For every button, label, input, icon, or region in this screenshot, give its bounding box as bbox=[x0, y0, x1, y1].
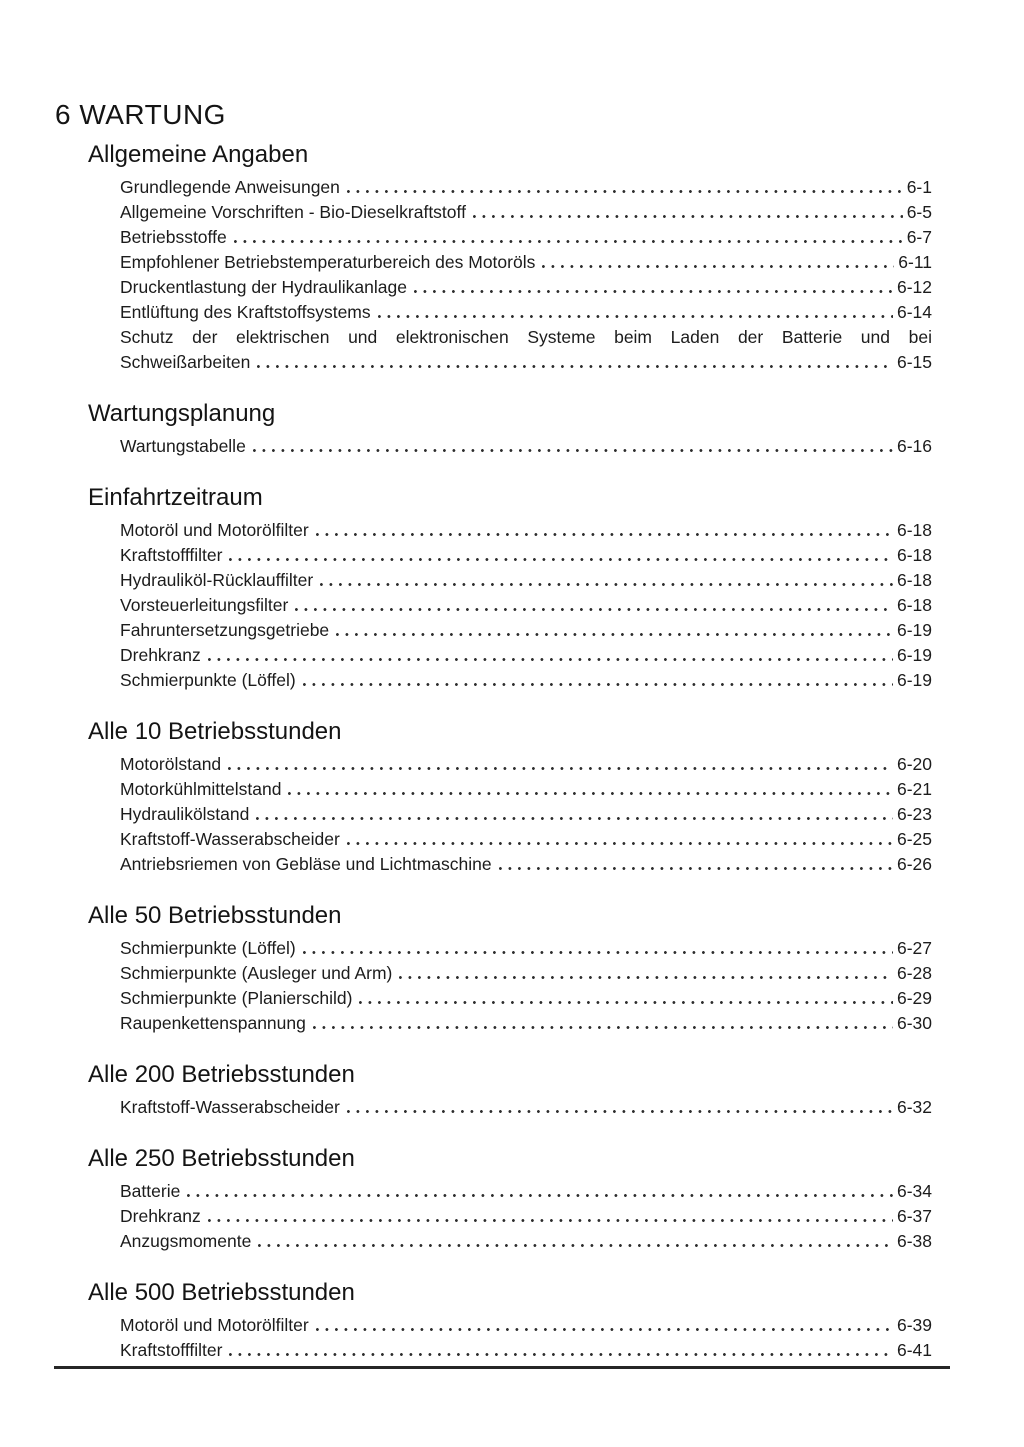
dot-leader bbox=[229, 1353, 893, 1356]
toc-entry bbox=[120, 1179, 932, 1204]
toc-entry-label: Batterie bbox=[120, 1181, 181, 1201]
dot-leader bbox=[187, 1194, 893, 1197]
toc-entry bbox=[120, 518, 932, 543]
toc-entry-label: Drehkranz bbox=[120, 1206, 201, 1226]
dot-leader bbox=[359, 1001, 893, 1004]
toc-entry-page: 6-21 bbox=[896, 779, 932, 799]
toc-entry-page: 6-18 bbox=[896, 570, 932, 590]
chapter-title: 6 WARTUNG bbox=[55, 99, 226, 130]
toc-entry-label: Motoröl und Motorölfilter bbox=[120, 1315, 309, 1335]
toc-entry-label: Drehkranz bbox=[120, 645, 201, 665]
toc-entry bbox=[120, 827, 932, 852]
toc-section-allgemeine-angaben bbox=[0, 140, 1024, 375]
toc-entry-label: Kraftstofffilter bbox=[120, 1340, 223, 1360]
toc-entry bbox=[120, 986, 932, 1011]
dot-leader bbox=[229, 558, 893, 561]
toc-entry-page: 6-30 bbox=[896, 1013, 932, 1033]
dot-leader bbox=[313, 1026, 893, 1029]
toc-entry bbox=[120, 802, 932, 827]
toc-entry-page: 6-19 bbox=[896, 645, 932, 665]
section-heading: Alle 500 Betriebsstunden bbox=[88, 1279, 355, 1306]
dot-leader bbox=[316, 533, 893, 536]
toc-entry bbox=[120, 1229, 932, 1254]
toc-entry-label: Betriebsstoffe bbox=[120, 227, 227, 247]
section-heading: Allgemeine Angaben bbox=[88, 141, 309, 168]
toc-entry-page: 6-26 bbox=[896, 854, 932, 874]
toc-entry-page: 6-11 bbox=[898, 252, 932, 272]
dot-leader bbox=[316, 1328, 893, 1331]
toc-entry-page: 6-19 bbox=[896, 670, 932, 690]
toc-entry-page: 6-7 bbox=[906, 227, 932, 247]
footer-rule bbox=[54, 1366, 950, 1369]
toc-entry-label: Empfohlener Betriebstemperaturbereich des Motoröls bbox=[120, 252, 536, 272]
dot-leader bbox=[336, 633, 893, 636]
toc-entry-label: Motorkühlmittelstand bbox=[120, 779, 282, 799]
toc-entry-page: 6-18 bbox=[896, 520, 932, 540]
toc-section-alle-10-betriebsstunden bbox=[0, 717, 1024, 877]
toc-entry-label: Kraftstoff-Wasserabscheider bbox=[120, 829, 340, 849]
dot-leader bbox=[347, 842, 893, 845]
dot-leader bbox=[347, 190, 903, 193]
dot-leader bbox=[347, 1110, 893, 1113]
toc-entry bbox=[120, 777, 932, 802]
toc-entry bbox=[120, 1338, 932, 1363]
toc-entry bbox=[120, 1011, 932, 1036]
toc-entries bbox=[120, 175, 932, 325]
toc-entry-label: Allgemeine Vorschriften - Bio-Dieselkraftstoff bbox=[120, 202, 466, 222]
toc-entry-page: 6-14 bbox=[896, 302, 932, 322]
section-heading: Alle 10 Betriebsstunden bbox=[88, 718, 342, 745]
toc-section-alle-200-betriebsstunden bbox=[0, 1060, 1024, 1120]
toc-entry-label: Entlüftung des Kraftstoffsystems bbox=[120, 302, 371, 322]
toc-entries bbox=[120, 752, 932, 877]
section-heading: Einfahrtzeitraum bbox=[88, 484, 263, 511]
dot-leader bbox=[228, 767, 893, 770]
toc-entry-page: 6-38 bbox=[896, 1231, 932, 1251]
dot-leader bbox=[258, 1244, 893, 1247]
toc-entry-label: Grundlegende Anweisungen bbox=[120, 177, 340, 197]
toc-entries bbox=[120, 518, 932, 693]
toc-entry bbox=[120, 225, 932, 250]
dot-leader bbox=[303, 951, 893, 954]
toc-section-alle-50-betriebsstunden bbox=[0, 901, 1024, 1036]
dot-leader bbox=[295, 608, 893, 611]
toc-entry-page: 6-37 bbox=[896, 1206, 932, 1226]
toc-entry-page: 6-5 bbox=[906, 202, 932, 222]
toc-entries bbox=[120, 350, 932, 375]
toc-entry-page: 6-41 bbox=[896, 1340, 932, 1360]
toc-entry bbox=[120, 668, 932, 693]
dot-leader bbox=[234, 240, 903, 243]
dot-leader bbox=[542, 265, 894, 268]
toc-entry bbox=[120, 350, 932, 375]
toc-entry bbox=[120, 200, 932, 225]
toc-entry bbox=[120, 250, 932, 275]
toc-entry-label: Fahruntersetzungsgetriebe bbox=[120, 620, 330, 640]
toc-entry-label: Schmierpunkte (Ausleger und Arm) bbox=[120, 963, 393, 983]
toc-entry bbox=[120, 1313, 932, 1338]
toc-entry bbox=[120, 543, 932, 568]
toc-entry bbox=[120, 300, 932, 325]
toc-entry bbox=[120, 752, 932, 777]
toc-entry-page: 6-32 bbox=[896, 1097, 932, 1117]
toc-entry-label: Schweißarbeiten bbox=[120, 352, 251, 372]
toc-entry-label: Kraftstoff-Wasserabscheider bbox=[120, 1097, 340, 1117]
toc-entries bbox=[120, 1179, 932, 1254]
toc-section-einfahrtzeitraum bbox=[0, 483, 1024, 693]
toc-entry-label: Motoröl und Motorölfilter bbox=[120, 520, 309, 540]
toc-entry bbox=[120, 936, 932, 961]
section-heading: Alle 250 Betriebsstunden bbox=[88, 1145, 355, 1172]
toc-entry-page: 6-15 bbox=[896, 352, 932, 372]
toc-entry-label: Motorölstand bbox=[120, 754, 222, 774]
toc-entry-page: 6-39 bbox=[896, 1315, 932, 1335]
toc-entry-label: Raupenkettenspannung bbox=[120, 1013, 306, 1033]
toc-entry-label: Schmierpunkte (Löffel) bbox=[120, 938, 296, 958]
dot-leader bbox=[414, 290, 893, 293]
toc-entry-label: Schmierpunkte (Löffel) bbox=[120, 670, 296, 690]
dot-leader bbox=[288, 792, 893, 795]
toc-entries bbox=[120, 434, 932, 459]
dot-leader bbox=[399, 976, 893, 979]
toc-entry-page: 6-25 bbox=[896, 829, 932, 849]
toc-entry-page: 6-28 bbox=[896, 963, 932, 983]
dot-leader bbox=[253, 449, 893, 452]
toc-entry-page: 6-20 bbox=[896, 754, 932, 774]
toc-entry-label: Antriebsriemen von Gebläse und Lichtmaschine bbox=[120, 854, 492, 874]
dot-leader bbox=[257, 365, 893, 368]
toc-entry-label: Anzugsmomente bbox=[120, 1231, 252, 1251]
dot-leader bbox=[320, 583, 893, 586]
toc-entries bbox=[120, 1313, 932, 1363]
toc-entry bbox=[120, 618, 932, 643]
toc-entry bbox=[120, 568, 932, 593]
toc-entry bbox=[120, 1204, 932, 1229]
toc-entry-page: 6-34 bbox=[896, 1181, 932, 1201]
dot-leader bbox=[378, 315, 893, 318]
toc-entry-page: 6-23 bbox=[896, 804, 932, 824]
toc-entry-page: 6-1 bbox=[906, 177, 932, 197]
toc-entry bbox=[120, 1095, 932, 1120]
section-heading: Wartungsplanung bbox=[88, 400, 276, 427]
toc-entry-page: 6-29 bbox=[896, 988, 932, 1008]
dot-leader bbox=[473, 215, 903, 218]
toc-entry-label: Kraftstofffilter bbox=[120, 545, 223, 565]
toc-entry-page: 6-18 bbox=[896, 595, 932, 615]
toc-entry-wrapped-first-line: Schutz der elektrischen und elektronischen Systeme beim Laden der Batterie und bei bbox=[120, 327, 932, 347]
toc-entry bbox=[120, 961, 932, 986]
toc-entry-label: Druckentlastung der Hydraulikanlage bbox=[120, 277, 407, 297]
toc-entry-page: 6-18 bbox=[896, 545, 932, 565]
toc-entry bbox=[120, 175, 932, 200]
toc-entry-page: 6-16 bbox=[896, 436, 932, 456]
toc-entry-page: 6-27 bbox=[896, 938, 932, 958]
toc-entry bbox=[120, 434, 932, 459]
dot-leader bbox=[499, 867, 893, 870]
toc-entry-label: Schmierpunkte (Planierschild) bbox=[120, 988, 353, 1008]
dot-leader bbox=[303, 683, 893, 686]
toc-entry-label: Hydraulikölstand bbox=[120, 804, 250, 824]
dot-leader bbox=[208, 1219, 893, 1222]
dot-leader bbox=[208, 658, 893, 661]
toc-section-wartungsplanung bbox=[0, 399, 1024, 459]
toc-entry bbox=[120, 852, 932, 877]
toc-entry bbox=[120, 643, 932, 668]
toc-entry-label: Hydrauliköl-Rücklauffilter bbox=[120, 570, 314, 590]
toc-entry-label: Wartungstabelle bbox=[120, 436, 246, 456]
toc-section-alle-250-betriebsstunden bbox=[0, 1144, 1024, 1254]
toc-entry bbox=[120, 593, 932, 618]
section-heading: Alle 200 Betriebsstunden bbox=[88, 1061, 355, 1088]
toc-entry bbox=[120, 275, 932, 300]
toc-section-alle-500-betriebsstunden bbox=[0, 1278, 1024, 1363]
toc-entries bbox=[120, 936, 932, 1036]
dot-leader bbox=[256, 817, 893, 820]
toc-entries bbox=[120, 1095, 932, 1120]
toc-entry-page: 6-19 bbox=[896, 620, 932, 640]
toc-entry-page: 6-12 bbox=[896, 277, 932, 297]
toc-entry-label: Vorsteuerleitungsfilter bbox=[120, 595, 289, 615]
section-heading: Alle 50 Betriebsstunden bbox=[88, 902, 342, 929]
